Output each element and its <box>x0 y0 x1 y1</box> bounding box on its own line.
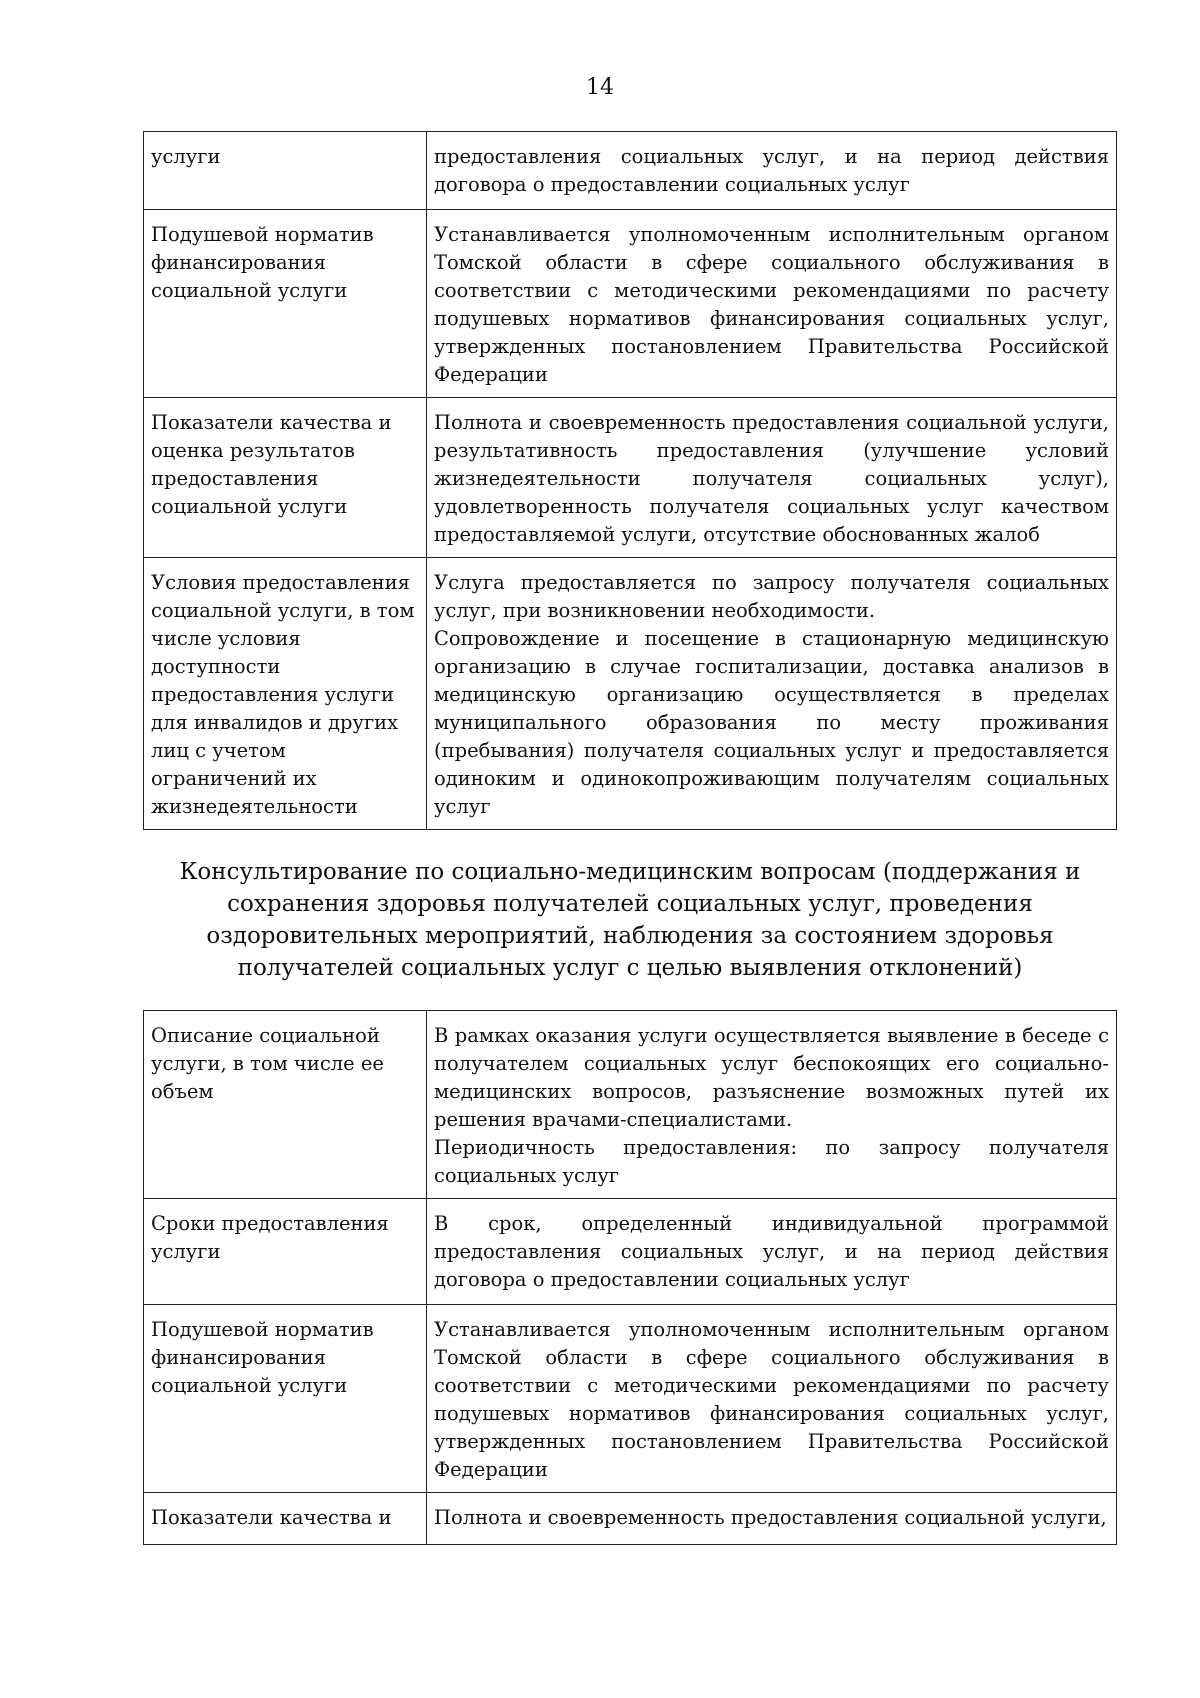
row-label: Подушевой норматив финансирования социальной услуги <box>144 1305 427 1493</box>
description-paragraph: В рамках оказания услуги осуществляется выявление в беседе с получателем социальных услуг беспокоящих его социально-медицинских вопросов, разъяснение возможных путей их решения врачами-специалистами. <box>434 1024 1109 1131</box>
table-row <box>144 210 1117 398</box>
table-row <box>144 1011 1117 1199</box>
description-paragraph: Полнота и своевременность предоставления социальной услуги, результативность предоставления (улучшение условий жизнедеятельности получателя социальных услуг), удовлетворенность получателя социальных услуг качеством предоставляемой услуги, отсутствие обоснованных жалоб <box>434 411 1109 546</box>
description-paragraph: Услуга предоставляется по запросу получателя социальных услуг, при возникновении необходимости. <box>434 571 1109 622</box>
service-table-top <box>143 131 1117 830</box>
row-description <box>427 1493 1117 1545</box>
row-description <box>427 1305 1117 1493</box>
page-number: 14 <box>586 75 614 100</box>
row-description <box>427 558 1117 830</box>
row-description <box>427 132 1117 210</box>
table-row <box>144 558 1117 830</box>
row-label: Подушевой норматив финансирования социальной услуги <box>144 210 427 398</box>
row-description <box>427 210 1117 398</box>
row-label: Условия предоставления социальной услуги, в том числе условия доступности предоставления услуги для инвалидов и других лиц с учетом ограничений их жизнедеятельности <box>144 558 427 830</box>
table-row <box>144 1493 1117 1545</box>
description-paragraph: Устанавливается уполномоченным исполнительным органом Томской области в сфере социального обслуживания в соответствии с методическими рекомендациями по расчету подушевых нормативов финансирования социальных услуг, утвержденных постановлением Правительства Российской Федерации <box>434 1318 1109 1481</box>
description-paragraph: Полнота и своевременность предоставления социальной услуги, <box>434 1506 1107 1529</box>
description-paragraph: Устанавливается уполномоченным исполнительным органом Томской области в сфере социального обслуживания в соответствии с методическими рекомендациями по расчету подушевых нормативов финансирования социальных услуг, утвержденных постановлением Правительства Российской Федерации <box>434 223 1109 386</box>
description-paragraph: Сопровождение и посещение в стационарную медицинскую организацию в случае госпитализации, доставка анализов в медицинскую организацию осуществляется в пределах муниципального образования по месту проживания (пребывания) получателя социальных услуг и предоставляется одиноким и одинокопроживающим получателям социальных услуг <box>434 627 1109 818</box>
row-description <box>427 398 1117 558</box>
description-paragraph: предоставления социальных услуг, и на период действия договора о предоставлении социальных услуг <box>434 145 1109 196</box>
table-row <box>144 398 1117 558</box>
table-row <box>144 1305 1117 1493</box>
row-description <box>427 1199 1117 1305</box>
section-heading: Консультирование по социально-медицинским вопросам (поддержания и сохранения здоровья получателей социальных услуг, проведения оздоровительных мероприятий, наблюдения за состоянием здоровья получателей социальных услуг с целью выявления отклонений) <box>179 859 1081 981</box>
description-paragraph: В срок, определенный индивидуальной программой предоставления социальных услуг, и на период действия договора о предоставлении социальных услуг <box>434 1212 1109 1291</box>
row-label: Показатели качества и <box>144 1493 427 1545</box>
description-paragraph: Периодичность предоставления: по запросу получателя социальных услуг <box>434 1136 1109 1187</box>
row-label: Показатели качества и оценка результатов предоставления социальной услуги <box>144 398 427 558</box>
row-description <box>427 1011 1117 1199</box>
row-label: услуги <box>144 132 427 210</box>
service-table-bottom <box>143 1010 1117 1545</box>
table-row <box>144 1199 1117 1305</box>
row-label: Описание социальной услуги, в том числе ее объем <box>144 1011 427 1199</box>
row-label: Сроки предоставления услуги <box>144 1199 427 1305</box>
table-row <box>144 132 1117 210</box>
